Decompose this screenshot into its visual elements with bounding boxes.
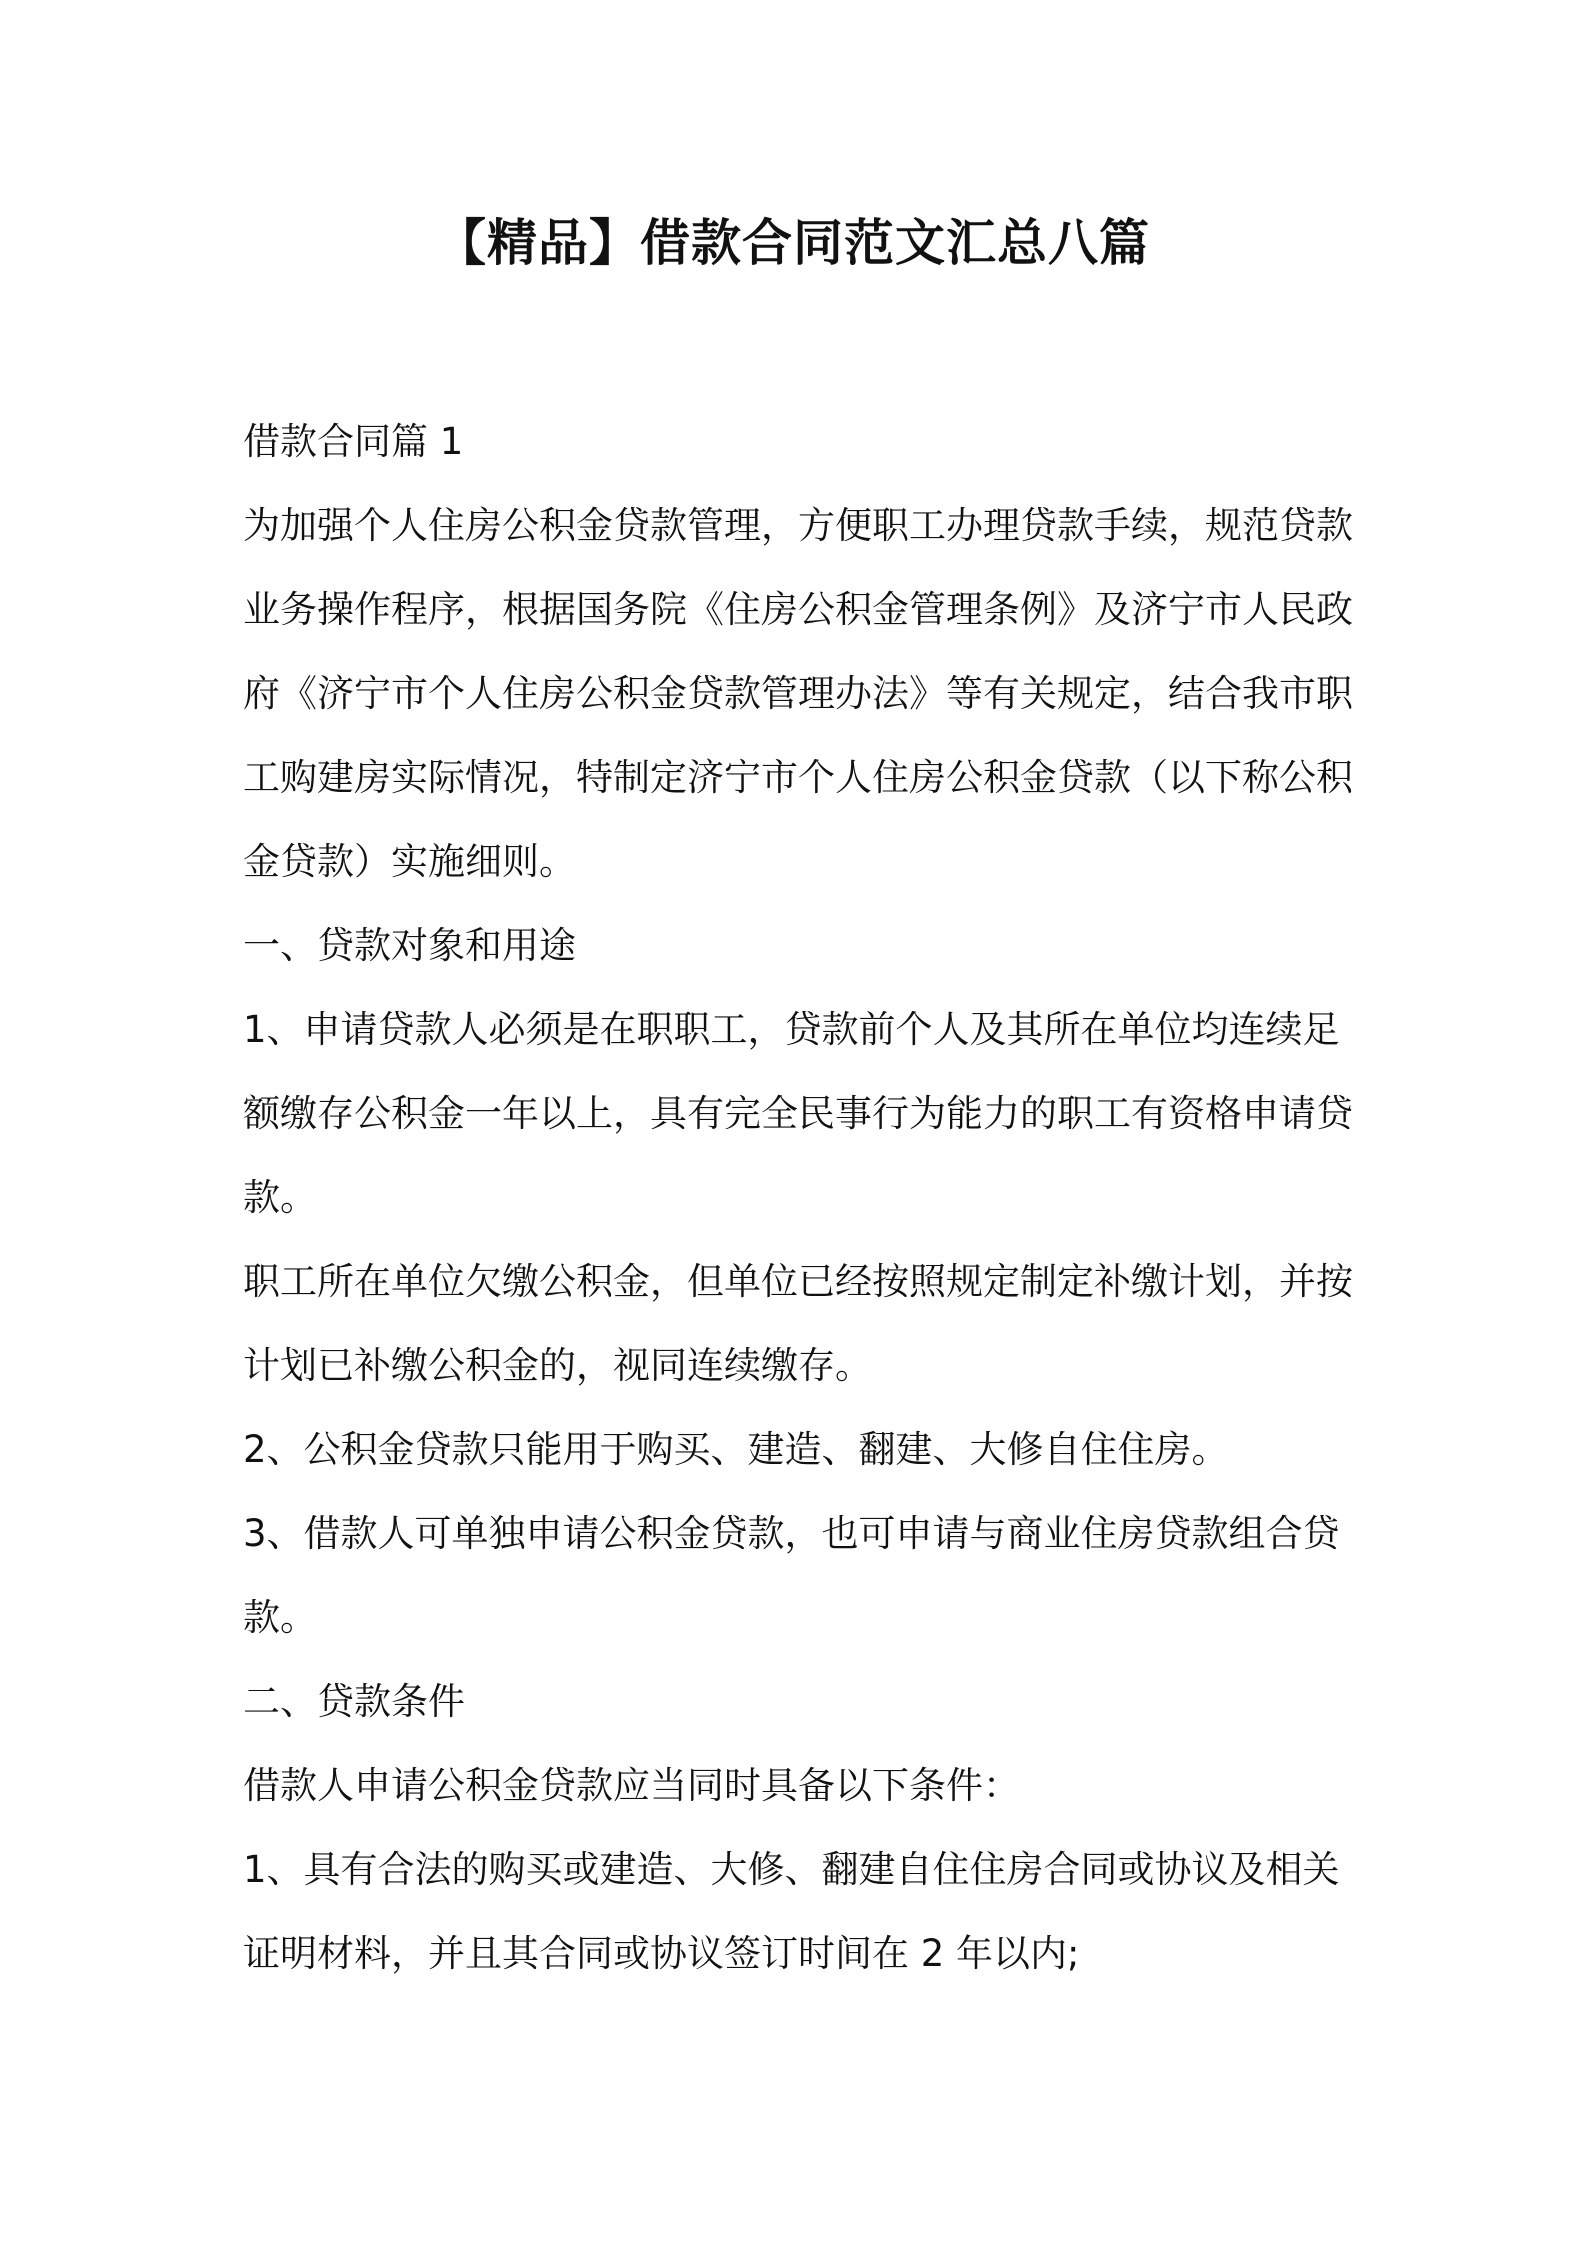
paragraph-line: 1、具有合法的购买或建造、大修、翻建自住住房合同或协议及相关 <box>243 1848 1340 1891</box>
paragraph-line: 2、公积金贷款只能用于购买、建造、翻建、大修自住住房。 <box>243 1428 1229 1471</box>
paragraph-line: 款。 <box>243 1596 317 1639</box>
paragraph-line: 1、申请贷款人必须是在职职工，贷款前个人及其所在单位均连续足 <box>243 1008 1340 1051</box>
section-heading-article-1: 借款合同篇 1 <box>243 420 464 463</box>
paragraph-line: 证明材料，并且其合同或协议签订时间在 2 年以内; <box>243 1932 1080 1975</box>
paragraph-line: 借款人申请公积金贷款应当同时具备以下条件： <box>243 1764 1020 1807</box>
paragraph-line: 府《济宁市个人住房公积金贷款管理办法》等有关规定，结合我市职 <box>243 672 1353 715</box>
section-heading-loan-conditions: 二、贷款条件 <box>243 1680 465 1723</box>
paragraph-line: 款。 <box>243 1176 317 1219</box>
document-title: 【精品】借款合同范文汇总八篇 <box>436 214 1150 272</box>
paragraph-line: 计划已补缴公积金的，视同连续缴存。 <box>243 1344 872 1387</box>
paragraph-line: 职工所在单位欠缴公积金，但单位已经按照规定制定补缴计划，并按 <box>243 1260 1353 1303</box>
paragraph-line: 额缴存公积金一年以上，具有完全民事行为能力的职工有资格申请贷 <box>243 1092 1353 1135</box>
section-heading-loan-objects: 一、贷款对象和用途 <box>243 924 576 967</box>
document-body <box>243 400 1355 1996</box>
paragraph-line: 金贷款）实施细则。 <box>243 840 576 883</box>
paragraph-line: 3、借款人可单独申请公积金贷款，也可申请与商业住房贷款组合贷 <box>243 1512 1340 1555</box>
paragraph-line: 为加强个人住房公积金贷款管理，方便职工办理贷款手续，规范贷款 <box>243 504 1353 547</box>
paragraph-line: 工购建房实际情况，特制定济宁市个人住房公积金贷款（以下称公积 <box>243 756 1353 799</box>
paragraph-line: 业务操作程序，根据国务院《住房公积金管理条例》及济宁市人民政 <box>243 588 1353 631</box>
